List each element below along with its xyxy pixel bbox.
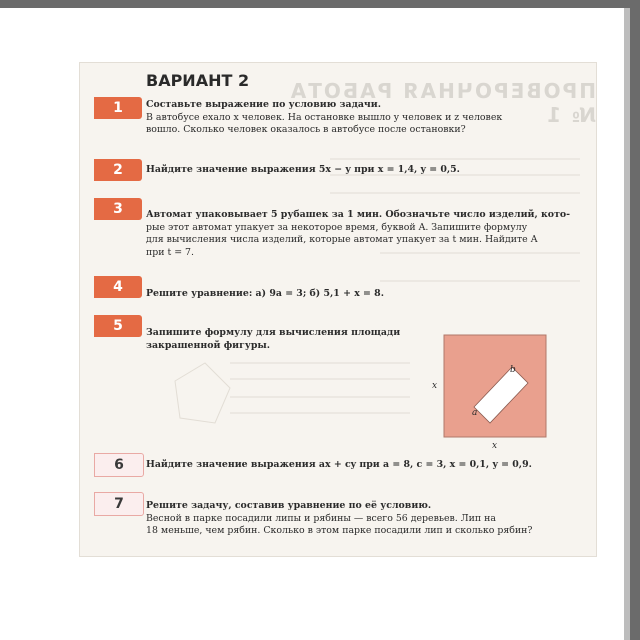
task-line: рые этот автомат упакует за некоторое время, буквой A. Запишите формулу [146, 221, 528, 233]
task-line: Решите задачу, составив уравнение по её условию. [146, 500, 432, 511]
task-line: 18 меньше, чем рябин. Сколько в этом парке посадили лип и сколько рябин? [146, 525, 533, 536]
task-line: для вычисления числа изделий, которые автомат упакует за t мин. Найдите A [146, 234, 538, 245]
variant-title: ВАРИАНТ 2 [146, 71, 250, 90]
task-2-text [146, 164, 586, 177]
task-line: Автомат упаковывает 5 рубашек за 1 мин. Обозначьте число изделий, кото- [146, 209, 571, 220]
textbook-page [80, 63, 596, 556]
window-frame-right [630, 0, 640, 640]
shaded-figure [420, 333, 570, 459]
task-number-badge: 6 [94, 453, 144, 477]
task-line: Найдите значение выражения ax + cy при a = 8, c = 3, x = 0,1, y = 0,9. [146, 459, 532, 470]
task-number-badge: 1 [94, 97, 142, 119]
task-number-badge: 2 [94, 159, 142, 181]
show-through-heading: ПРОВЕРОЧНАЯ РАБОТА № 1 [288, 79, 596, 127]
task-line: Составьте выражение по условию задачи. [146, 99, 381, 110]
figure-label-b: b [510, 365, 516, 375]
figure-label-side: x [432, 381, 438, 391]
task-line: Запишите формулу для вычисления площади [146, 327, 401, 338]
figure-label-a: a [472, 408, 478, 418]
window-frame-top [0, 0, 640, 8]
task-line: Найдите значение выражения 5x − y при x = 1,4, y = 0,5. [146, 164, 460, 175]
task-line: при t = 7. [146, 246, 195, 258]
show-through-lines [80, 63, 596, 556]
task-number-badge: 7 [94, 492, 144, 516]
window-frame-inner [624, 8, 630, 640]
figure-label-bottom: x [492, 441, 498, 451]
task-7-text [146, 500, 586, 538]
task-6-text [146, 459, 586, 472]
task-number-badge: 4 [94, 276, 142, 298]
task-line: Весной в парке посадили липы и рябины — всего 56 деревьев. Лип на [146, 512, 496, 524]
task-line: закрашенной фигуры. [146, 339, 271, 351]
task-1-text [146, 99, 586, 137]
task-line: В автобусе ехало x человек. На остановке вышло y человек и z человек [146, 111, 503, 123]
task-5-text [146, 327, 416, 352]
task-number-badge: 3 [94, 198, 142, 220]
task-number-badge: 5 [94, 315, 142, 337]
task-line: Решите уравнение: а) 9a = 3; б) 5,1 + x = 8. [146, 288, 384, 299]
task-line: вошло. Сколько человек оказалось в автобусе после остановки? [146, 124, 466, 135]
task-3-text [146, 209, 586, 259]
task-4-text [146, 288, 586, 301]
